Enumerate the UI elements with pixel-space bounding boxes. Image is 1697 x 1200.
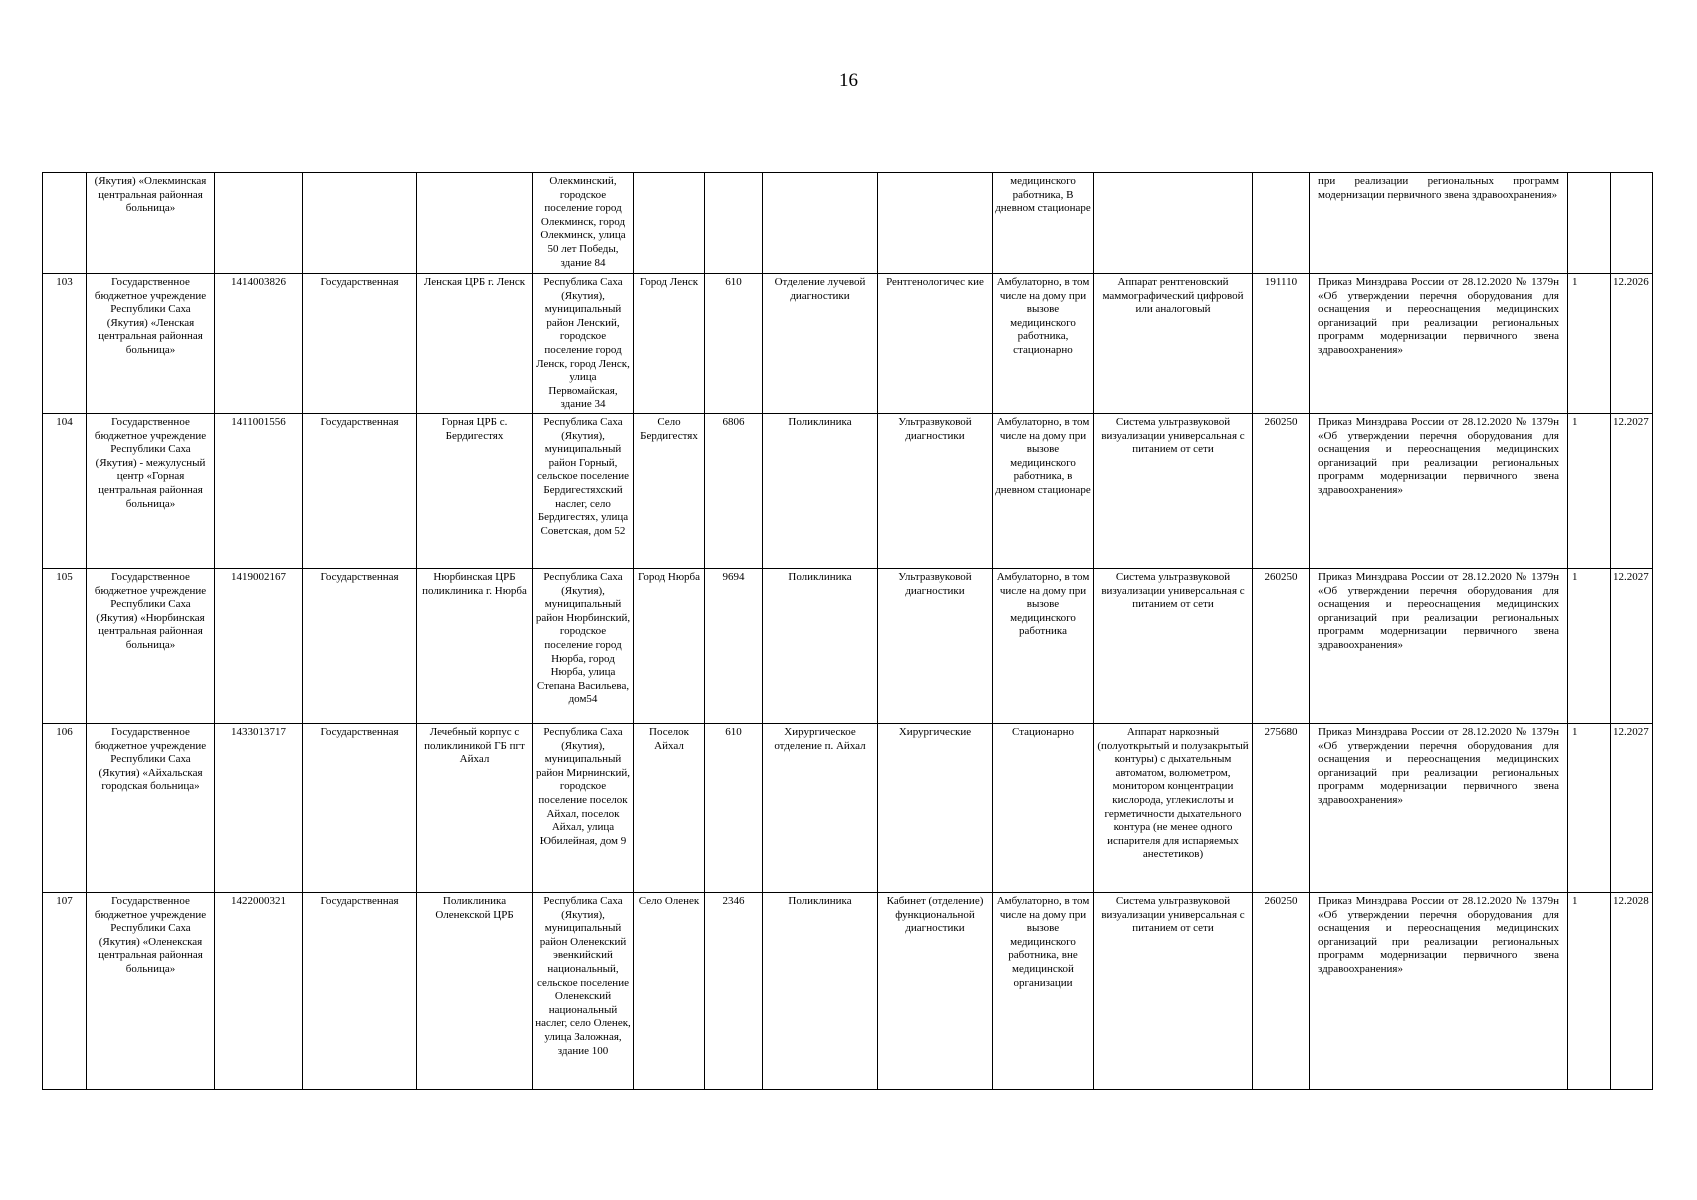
regulatory-order: Приказ Минздрава России от 28.12.2020 № 1379н «Об утверждении перечня оборудования для оснащения и переоснащения медицинских организаций при реализации региональных программ модернизации первичного звена здравоохранения» bbox=[1310, 274, 1568, 414]
organization-name: Государственное бюджетное учреждение Республики Саха (Якутия) «Ленская центральная районная больница» bbox=[87, 274, 215, 414]
care-conditions: Амбулаторно, в том числе на дому при вызове медицинского работника, вне медицинской организации bbox=[993, 893, 1094, 1090]
care-conditions: Стационарно bbox=[993, 724, 1094, 893]
address: Республика Саха (Якутия), муниципальный район Ленский, городское поселение город Ленск, город Ленск, улица Первомайская, здание 34 bbox=[533, 274, 634, 414]
inn: 1422000321 bbox=[215, 893, 303, 1090]
department: Отделение лучевой диагностики bbox=[763, 274, 878, 414]
table-row bbox=[43, 274, 1653, 414]
address: Республика Саха (Якутия), муниципальный район Оленекский эвенкийский национальный, сельское поселение Оленекский национальный наслег, село Оленек, улица Заложная, здание 100 bbox=[533, 893, 634, 1090]
department: Хирургическое отделение п. Айхал bbox=[763, 724, 878, 893]
delivery-date: 12.2027 bbox=[1611, 569, 1653, 724]
delivery-date bbox=[1611, 173, 1653, 274]
equipment-name: Система ультразвуковой визуализации универсальная с питанием от сети bbox=[1094, 893, 1253, 1090]
equipment-code: 260250 bbox=[1253, 893, 1310, 1090]
population: 610 bbox=[705, 274, 763, 414]
quantity: 1 bbox=[1568, 274, 1611, 414]
address: Республика Саха (Якутия), муниципальный район Горный, сельское поселение Бердигестяхский наслег, село Бердигестях, улица Советская, дом 52 bbox=[533, 414, 634, 569]
inn bbox=[215, 173, 303, 274]
regulatory-order: Приказ Минздрава России от 28.12.2020 № 1379н «Об утверждении перечня оборудования для оснащения и переоснащения медицинских организаций при реализации региональных программ модернизации первичного звена здравоохранения» bbox=[1310, 893, 1568, 1090]
inn: 1414003826 bbox=[215, 274, 303, 414]
equipment-code bbox=[1253, 173, 1310, 274]
table-row bbox=[43, 414, 1653, 569]
organization-name: (Якутия) «Олекминская центральная районная больница» bbox=[87, 173, 215, 274]
population: 6806 bbox=[705, 414, 763, 569]
equipment-name: Система ультразвуковой визуализации универсальная с питанием от сети bbox=[1094, 414, 1253, 569]
address: Республика Саха (Якутия), муниципальный район Мирнинский, городское поселение поселок Айхал, поселок Айхал, улица Юбилейная, дом 9 bbox=[533, 724, 634, 893]
table-row bbox=[43, 569, 1653, 724]
row-number bbox=[43, 173, 87, 274]
structural-unit: Нюрбинская ЦРБ поликлиника г. Нюрба bbox=[417, 569, 533, 724]
delivery-date: 12.2027 bbox=[1611, 414, 1653, 569]
ownership-form: Государственная bbox=[303, 893, 417, 1090]
structural-unit: Поликлиника Оленекской ЦРБ bbox=[417, 893, 533, 1090]
quantity: 1 bbox=[1568, 893, 1611, 1090]
department bbox=[763, 173, 878, 274]
care-conditions: Амбулаторно, в том числе на дому при вызове медицинского работника, стационарно bbox=[993, 274, 1094, 414]
profile: Рентгенологичес кие bbox=[878, 274, 993, 414]
address: Олекминский, городское поселение город Олекминск, город Олекминск, улица 50 лет Победы, здание 84 bbox=[533, 173, 634, 274]
row-number: 103 bbox=[43, 274, 87, 414]
department: Поликлиника bbox=[763, 893, 878, 1090]
structural-unit: Горная ЦРБ с. Бердигестях bbox=[417, 414, 533, 569]
organization-name: Государственное бюджетное учреждение Республики Саха (Якутия) - межулусный центр «Горная центральная районная больница» bbox=[87, 414, 215, 569]
department: Поликлиника bbox=[763, 569, 878, 724]
address: Республика Саха (Якутия), муниципальный район Нюрбинский, городское поселение город Нюрба, город Нюрба, улица Степана Васильева, дом54 bbox=[533, 569, 634, 724]
population: 9694 bbox=[705, 569, 763, 724]
organization-name: Государственное бюджетное учреждение Республики Саха (Якутия) «Айхальская городская больница» bbox=[87, 724, 215, 893]
profile: Ультразвуковой диагностики bbox=[878, 569, 993, 724]
delivery-date: 12.2028 bbox=[1611, 893, 1653, 1090]
quantity bbox=[1568, 173, 1611, 274]
ownership-form: Государственная bbox=[303, 274, 417, 414]
care-conditions: Амбулаторно, в том числе на дому при вызове медицинского работника, в дневном стационаре bbox=[993, 414, 1094, 569]
equipment-code: 260250 bbox=[1253, 569, 1310, 724]
department: Поликлиника bbox=[763, 414, 878, 569]
structural-unit: Ленская ЦРБ г. Ленск bbox=[417, 274, 533, 414]
structural-unit bbox=[417, 173, 533, 274]
row-number: 106 bbox=[43, 724, 87, 893]
care-conditions: Амбулаторно, в том числе на дому при вызове медицинского работника bbox=[993, 569, 1094, 724]
profile: Ультразвуковой диагностики bbox=[878, 414, 993, 569]
equipment-name bbox=[1094, 173, 1253, 274]
quantity: 1 bbox=[1568, 724, 1611, 893]
organization-name: Государственное бюджетное учреждение Республики Саха (Якутия) «Нюрбинская центральная районная больница» bbox=[87, 569, 215, 724]
table-row bbox=[43, 724, 1653, 893]
settlement: Село Бердигестях bbox=[634, 414, 705, 569]
equipment-register-table bbox=[42, 172, 1653, 1090]
ownership-form: Государственная bbox=[303, 724, 417, 893]
ownership-form bbox=[303, 173, 417, 274]
row-number: 107 bbox=[43, 893, 87, 1090]
population: 2346 bbox=[705, 893, 763, 1090]
row-number: 104 bbox=[43, 414, 87, 569]
settlement: Поселок Айхал bbox=[634, 724, 705, 893]
delivery-date: 12.2026 bbox=[1611, 274, 1653, 414]
inn: 1419002167 bbox=[215, 569, 303, 724]
regulatory-order: Приказ Минздрава России от 28.12.2020 № 1379н «Об утверждении перечня оборудования для оснащения и переоснащения медицинских организаций при реализации региональных программ модернизации первичного звена здравоохранения» bbox=[1310, 724, 1568, 893]
delivery-date: 12.2027 bbox=[1611, 724, 1653, 893]
settlement: Село Оленек bbox=[634, 893, 705, 1090]
equipment-code: 260250 bbox=[1253, 414, 1310, 569]
regulatory-order: Приказ Минздрава России от 28.12.2020 № 1379н «Об утверждении перечня оборудования для оснащения и переоснащения медицинских организаций при реализации региональных программ модернизации первичного звена здравоохранения» bbox=[1310, 569, 1568, 724]
table-row bbox=[43, 173, 1653, 274]
equipment-name: Система ультразвуковой визуализации универсальная с питанием от сети bbox=[1094, 569, 1253, 724]
ownership-form: Государственная bbox=[303, 414, 417, 569]
population: 610 bbox=[705, 724, 763, 893]
equipment-code: 191110 bbox=[1253, 274, 1310, 414]
page-number: 16 bbox=[839, 70, 858, 91]
profile: Хирургические bbox=[878, 724, 993, 893]
row-number: 105 bbox=[43, 569, 87, 724]
quantity: 1 bbox=[1568, 569, 1611, 724]
equipment-name: Аппарат наркозный (полуоткрытый и полузакрытый контуры) с дыхательным автоматом, волюметром, монитором концентрации кислорода, углекислоты и герметичности дыхательного контура (не менее одного испарителя для испаряемых анестетиков) bbox=[1094, 724, 1253, 893]
profile: Кабинет (отделение) функциональной диагностики bbox=[878, 893, 993, 1090]
quantity: 1 bbox=[1568, 414, 1611, 569]
care-conditions: медицинского работника, В дневном стационаре bbox=[993, 173, 1094, 274]
table-row bbox=[43, 893, 1653, 1090]
structural-unit: Лечебный корпус с поликлиникой ГБ пгт Айхал bbox=[417, 724, 533, 893]
settlement: Город Нюрба bbox=[634, 569, 705, 724]
regulatory-order: при реализации региональных программ модернизации первичного звена здравоохранения» bbox=[1310, 173, 1568, 274]
regulatory-order: Приказ Минздрава России от 28.12.2020 № 1379н «Об утверждении перечня оборудования для оснащения и переоснащения медицинских организаций при реализации региональных программ модернизации первичного звена здравоохранения» bbox=[1310, 414, 1568, 569]
equipment-code: 275680 bbox=[1253, 724, 1310, 893]
inn: 1433013717 bbox=[215, 724, 303, 893]
settlement bbox=[634, 173, 705, 274]
profile bbox=[878, 173, 993, 274]
inn: 1411001556 bbox=[215, 414, 303, 569]
settlement: Город Ленск bbox=[634, 274, 705, 414]
organization-name: Государственное бюджетное учреждение Республики Саха (Якутия) «Оленекская центральная районная больница» bbox=[87, 893, 215, 1090]
population bbox=[705, 173, 763, 274]
ownership-form: Государственная bbox=[303, 569, 417, 724]
equipment-name: Аппарат рентгеновский маммографический цифровой или аналоговый bbox=[1094, 274, 1253, 414]
